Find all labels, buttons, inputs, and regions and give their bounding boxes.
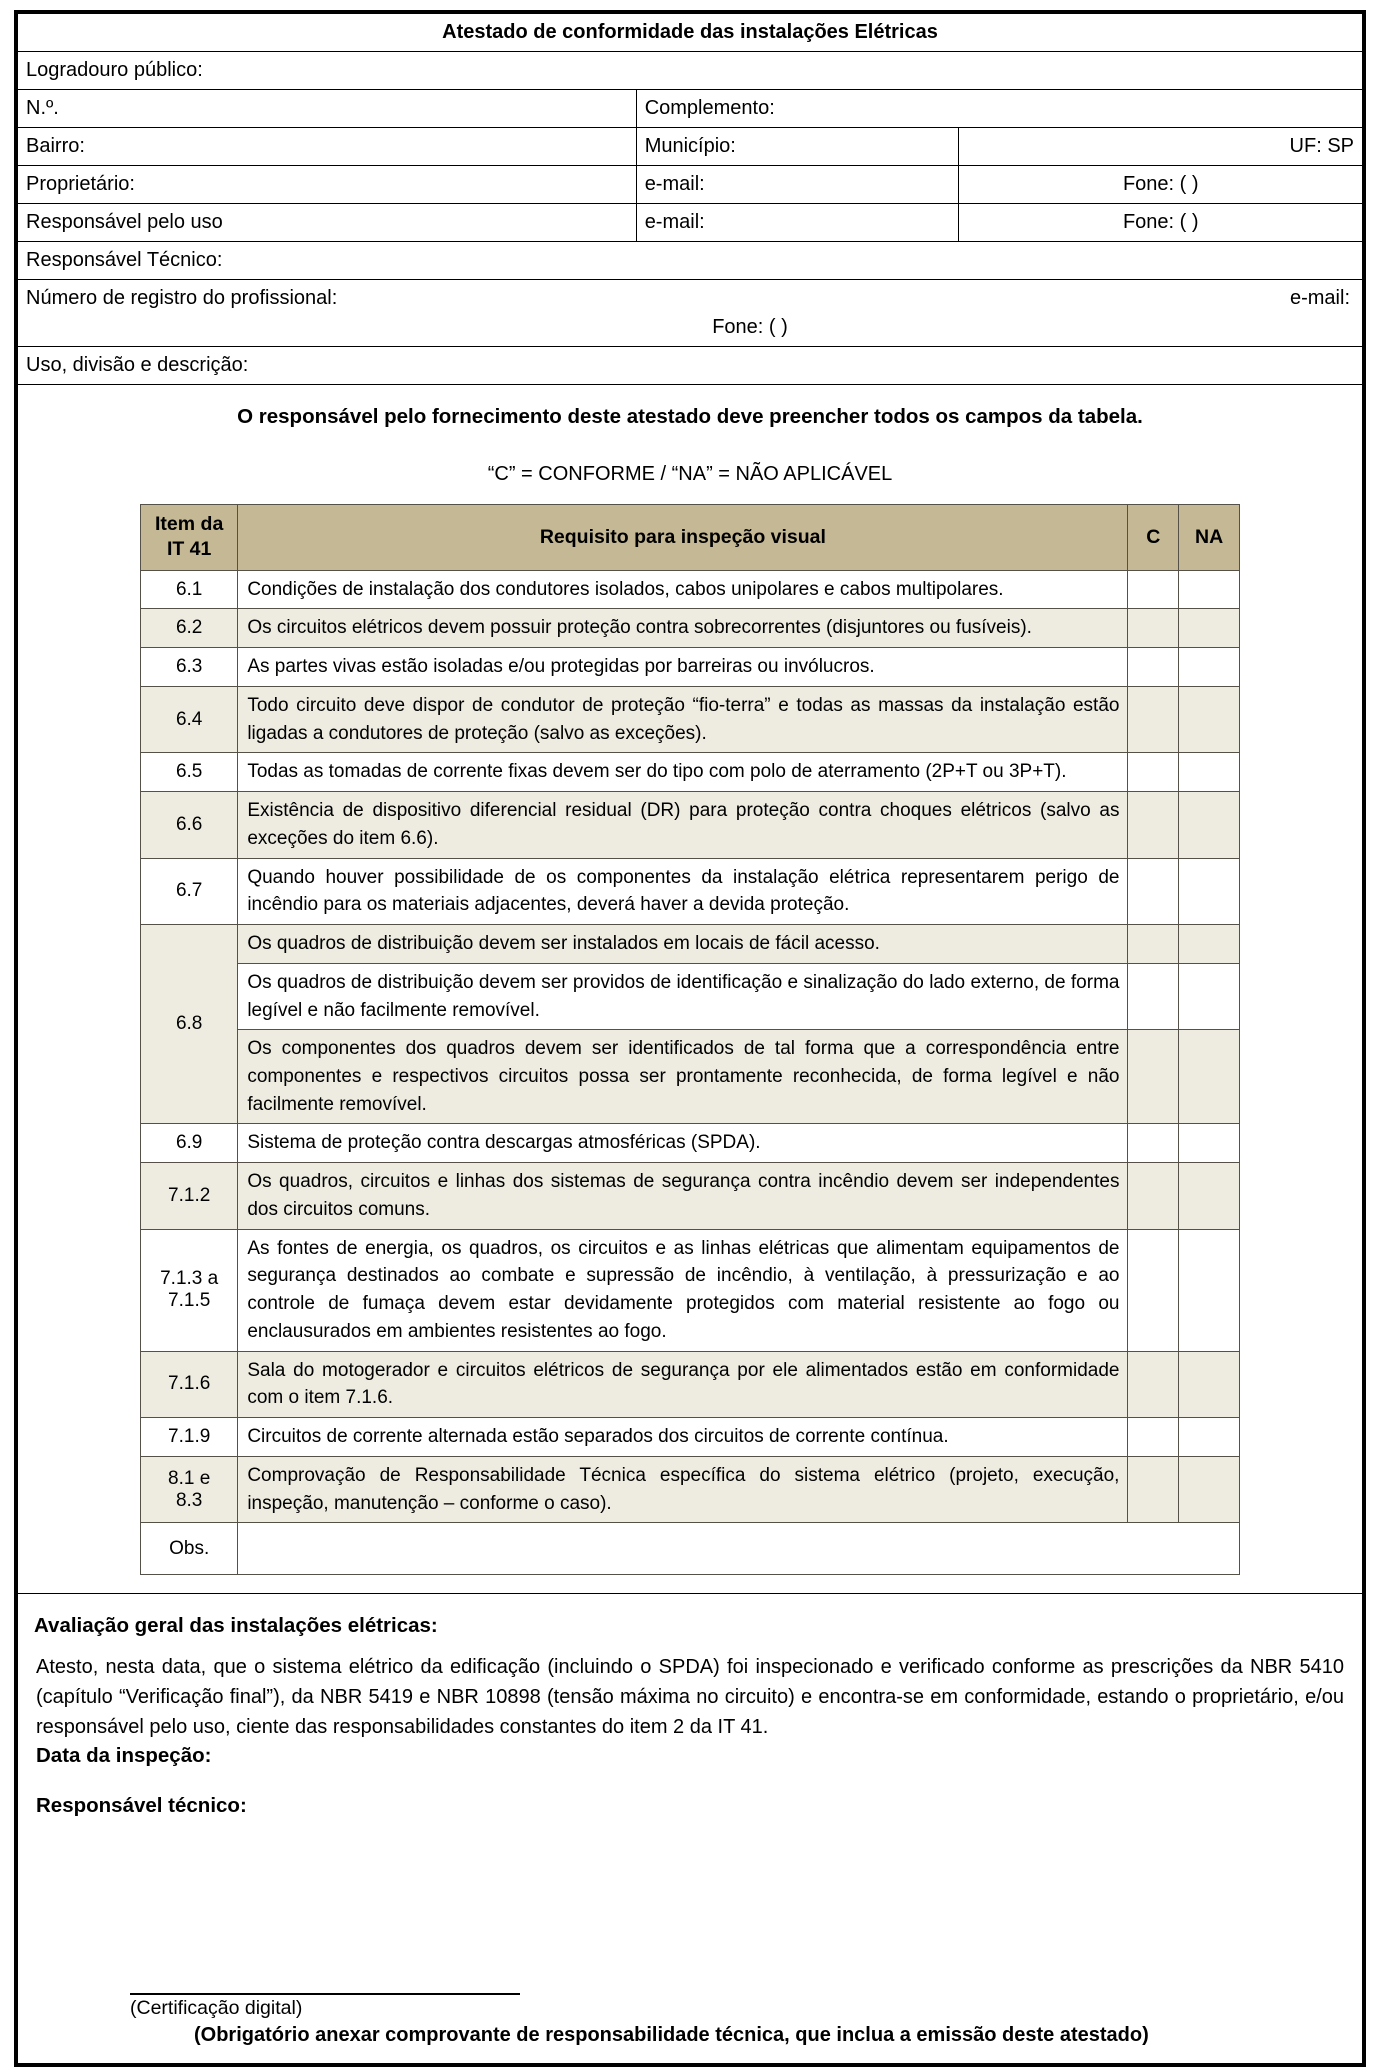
checklist-item-number: 6.6 — [141, 792, 238, 858]
checklist-conforme-checkbox[interactable] — [1128, 963, 1179, 1029]
checklist-requirement-text: As fontes de energia, os quadros, os circuitos e as linhas elétricas que alimentam equipamentos de segurança destinados ao combate e supressão de incêndio, à ventilação, à pressurização e ao controle de fumaça devem estar devidamente protegidos com material resistente ao fogo ou enclausurados em ambientes resistentes ao fogo. — [238, 1229, 1128, 1351]
obs-input[interactable] — [238, 1523, 1240, 1575]
obs-label: Obs. — [141, 1523, 238, 1575]
checklist-conforme-checkbox[interactable] — [1128, 1030, 1179, 1124]
checklist-requirement-text: Todo circuito deve dispor de condutor de proteção “fio-terra” e todas as massas da instalação estão ligadas a condutores de proteção (salvo as exceções). — [238, 686, 1128, 752]
checklist-row — [141, 570, 1240, 609]
checklist-header-row — [141, 505, 1240, 571]
checklist-requirement-text: As partes vivas estão isoladas e/ou protegidas por barreiras ou invólucros. — [238, 648, 1128, 687]
checklist-requirement-text: Condições de instalação dos condutores isolados, cabos unipolares e cabos multipolares. — [238, 570, 1128, 609]
data-inspecao-label[interactable]: Data da inspeção: — [36, 1744, 212, 1768]
bairro-row — [18, 128, 1363, 166]
bairro-field-label[interactable]: Bairro: — [18, 128, 637, 166]
signature-area — [130, 1993, 1280, 2047]
proprietario-field-label[interactable]: Proprietário: — [18, 166, 637, 204]
checklist-row — [141, 1124, 1240, 1163]
checklist-conforme-checkbox[interactable] — [1128, 1124, 1179, 1163]
checklist-item-number: 6.1 — [141, 570, 238, 609]
declaration-body: Atesto, nesta data, que o sistema elétrico da edificação (incluindo o SPDA) foi inspecionado e verificado conforme as prescrições da NBR 5410 (capítulo “Verificação final”), da NBR 5419 e NBR 10898 (tensão máxima no circuito) e encontra-se em conformidade, estando o proprietário, e/ou responsável pelo uso, ciente das responsabilidades constantes do item 2 da IT 41. — [36, 1656, 1344, 1739]
checklist-na-checkbox[interactable] — [1179, 1456, 1240, 1522]
checklist-na-checkbox[interactable] — [1179, 1030, 1240, 1124]
checklist-na-checkbox[interactable] — [1179, 963, 1240, 1029]
item-number-line2: 8.3 — [175, 1489, 203, 1511]
checklist-requirement-text: Os quadros, circuitos e linhas dos sistemas de segurança contra incêndio devem ser independentes dos circuitos comuns. — [238, 1163, 1128, 1229]
checklist-conforme-checkbox[interactable] — [1128, 1418, 1179, 1457]
proprietario-fone-label[interactable]: Fone: ( ) — [959, 166, 1363, 204]
checklist-na-checkbox[interactable] — [1179, 609, 1240, 648]
checklist-item-number: 6.7 — [141, 858, 238, 924]
checklist-item-number: 6.5 — [141, 753, 238, 792]
title-row — [18, 14, 1363, 52]
signature-note: (Obrigatório anexar comprovante de responsabilidade técnica, que inclua a emissão deste atestado) — [194, 2024, 1149, 2047]
uf-field-label: UF: SP — [959, 128, 1363, 166]
checklist-row — [141, 1456, 1240, 1522]
checklist-na-checkbox[interactable] — [1179, 792, 1240, 858]
signature-caption: (Certificação digital) — [130, 1997, 303, 2020]
numero-field-label[interactable]: N.º. — [18, 90, 637, 128]
proprietario-row — [18, 166, 1363, 204]
proprietario-email-label[interactable]: e-mail: — [636, 166, 959, 204]
numero-row — [18, 90, 1363, 128]
checklist-row — [141, 1030, 1240, 1124]
checklist-item-number: 7.1.6 — [141, 1351, 238, 1417]
conformity-legend: “C” = CONFORME / “NA” = NÃO APLICÁVEL — [487, 463, 893, 485]
responsavel-tecnico-signature-label[interactable]: Responsável técnico: — [36, 1794, 247, 1818]
checklist-item-number: 6.2 — [141, 609, 238, 648]
checklist-na-checkbox[interactable] — [1179, 1124, 1240, 1163]
checklist-requirement-text: Os quadros de distribuição devem ser instalados em locais de fácil acesso. — [238, 925, 1128, 964]
header-nao-aplicavel: NA — [1179, 505, 1240, 571]
declaration-block — [17, 1594, 1363, 2064]
registro-fone-label[interactable]: Fone: ( ) — [712, 316, 788, 338]
registro-email-label[interactable]: e-mail: — [1289, 287, 1350, 309]
checklist-conforme-checkbox[interactable] — [1128, 792, 1179, 858]
checklist-conforme-checkbox[interactable] — [1128, 570, 1179, 609]
instructions-block — [17, 385, 1363, 1594]
item-number-line2: 7.1.5 — [168, 1290, 211, 1312]
checklist-requirement-text: Os componentes dos quadros devem ser identificados de tal forma que a correspondência entre componentes e respectivos circuitos possa ser prontamente reconhecida, de forma legível e não facilmente removível. — [238, 1030, 1128, 1124]
declaration-heading: Avaliação geral das instalações elétricas: — [34, 1614, 438, 1638]
fill-all-instruction: O responsável pelo fornecimento deste atestado deve preencher todos os campos da tabela. — [237, 405, 1143, 428]
checklist-requirement-text: Os quadros de distribuição devem ser providos de identificação e sinalização do lado externo, de forma legível e não facilmente removível. — [238, 963, 1128, 1029]
checklist-na-checkbox[interactable] — [1179, 1163, 1240, 1229]
checklist-requirement-text: Sala do motogerador e circuitos elétricos de segurança por ele alimentados estão em conformidade com o item 7.1.6. — [238, 1351, 1128, 1417]
checklist-conforme-checkbox[interactable] — [1128, 1351, 1179, 1417]
checklist-item-number: 7.1.2 — [141, 1163, 238, 1229]
header-item-line1: Item da — [155, 513, 224, 535]
responsavel-uso-label[interactable]: Responsável pelo uso — [18, 204, 637, 242]
checklist-body — [141, 570, 1240, 1575]
checklist-row — [141, 648, 1240, 687]
checklist-requirement-text: Quando houver possibilidade de os componentes da instalação elétrica representarem perigo de incêndio para os materiais adjacentes, deverá haver a devida proteção. — [238, 858, 1128, 924]
checklist-item-number — [141, 1456, 238, 1522]
checklist-row — [141, 963, 1240, 1029]
checklist-requirement-text: Existência de dispositivo diferencial residual (DR) para proteção contra choques elétricos (salvo as exceções do item 6.6). — [238, 792, 1128, 858]
identification-table — [17, 13, 1363, 385]
checklist-row — [141, 1229, 1240, 1351]
checklist-row — [141, 1418, 1240, 1457]
checklist-na-checkbox[interactable] — [1179, 570, 1240, 609]
checklist-row — [141, 1163, 1240, 1229]
item-number-line1: 7.1.3 a — [160, 1268, 219, 1290]
checklist-conforme-checkbox[interactable] — [1128, 1163, 1179, 1229]
responsavel-uso-row — [18, 204, 1363, 242]
checklist-conforme-checkbox[interactable] — [1128, 686, 1179, 752]
uso-divisao-row — [18, 347, 1363, 385]
checklist-requirement-text: Sistema de proteção contra descargas atmosféricas (SPDA). — [238, 1124, 1128, 1163]
checklist-conforme-checkbox[interactable] — [1128, 753, 1179, 792]
logradouro-row — [18, 52, 1363, 90]
document-frame — [14, 10, 1366, 2067]
responsavel-uso-email-label[interactable]: e-mail: — [636, 204, 959, 242]
checklist-requirement-text: Comprovação de Responsabilidade Técnica específica do sistema elétrico (projeto, execução, inspeção, manutenção – conforme o caso). — [238, 1456, 1128, 1522]
checklist-item-number: 6.3 — [141, 648, 238, 687]
checklist-na-checkbox[interactable] — [1179, 686, 1240, 752]
page-title: Atestado de conformidade das instalações Elétricas — [18, 14, 1363, 52]
header-item-line2: IT 41 — [166, 538, 212, 561]
checklist-na-checkbox[interactable] — [1179, 1418, 1240, 1457]
checklist-row — [141, 792, 1240, 858]
checklist-na-checkbox[interactable] — [1179, 925, 1240, 964]
checklist-item-number: 6.9 — [141, 1124, 238, 1163]
item-number-line1: 8.1 e — [168, 1467, 211, 1489]
checklist-requirement-text: Todas as tomadas de corrente fixas devem ser do tipo com polo de aterramento (2P+T ou 3P+T). — [238, 753, 1128, 792]
checklist-row — [141, 858, 1240, 924]
checklist-conforme-checkbox[interactable] — [1128, 925, 1179, 964]
checklist-row — [141, 753, 1240, 792]
responsavel-uso-fone-label[interactable]: Fone: ( ) — [959, 204, 1363, 242]
checklist-na-checkbox[interactable] — [1179, 648, 1240, 687]
checklist-conforme-checkbox[interactable] — [1128, 858, 1179, 924]
checklist-table — [140, 504, 1240, 1575]
checklist-na-checkbox[interactable] — [1179, 858, 1240, 924]
checklist-row — [141, 686, 1240, 752]
checklist-item-number — [141, 1229, 238, 1351]
registro-cell — [18, 280, 1363, 347]
checklist-conforme-checkbox[interactable] — [1128, 609, 1179, 648]
checklist-na-checkbox[interactable] — [1179, 1229, 1240, 1351]
responsavel-tecnico-label[interactable]: Responsável Técnico: — [18, 242, 1363, 280]
checklist-na-checkbox[interactable] — [1179, 1351, 1240, 1417]
header-conforme: C — [1128, 505, 1179, 571]
checklist-conforme-checkbox[interactable] — [1128, 1229, 1179, 1351]
registro-row — [18, 280, 1363, 347]
checklist-item-number: 6.8 — [141, 925, 238, 1124]
registro-field-label[interactable]: Número de registro do profissional: — [26, 287, 338, 309]
checklist-row — [141, 925, 1240, 964]
checklist-na-checkbox[interactable] — [1179, 753, 1240, 792]
checklist-conforme-checkbox[interactable] — [1128, 648, 1179, 687]
complemento-field-label[interactable]: Complemento: — [636, 90, 1362, 128]
checklist-item-number: 7.1.9 — [141, 1418, 238, 1457]
responsavel-tecnico-row — [18, 242, 1363, 280]
checklist-item-number: 6.4 — [141, 686, 238, 752]
checklist-conforme-checkbox[interactable] — [1128, 1456, 1179, 1522]
checklist-requirement-text: Os circuitos elétricos devem possuir proteção contra sobrecorrentes (disjuntores ou fusíveis). — [238, 609, 1128, 648]
header-requisito: Requisito para inspeção visual — [238, 505, 1128, 571]
checklist-row — [141, 1351, 1240, 1417]
checklist-requirement-text: Circuitos de corrente alternada estão separados dos circuitos de corrente contínua. — [238, 1418, 1128, 1457]
header-item-it41 — [141, 505, 238, 571]
uso-divisao-label[interactable]: Uso, divisão e descrição: — [18, 347, 1363, 385]
checklist-obs-row — [141, 1523, 1240, 1575]
checklist-row — [141, 609, 1240, 648]
municipio-field-label[interactable]: Município: — [636, 128, 959, 166]
logradouro-field-label[interactable]: Logradouro público: — [18, 52, 1363, 90]
signature-line — [130, 1993, 520, 1995]
